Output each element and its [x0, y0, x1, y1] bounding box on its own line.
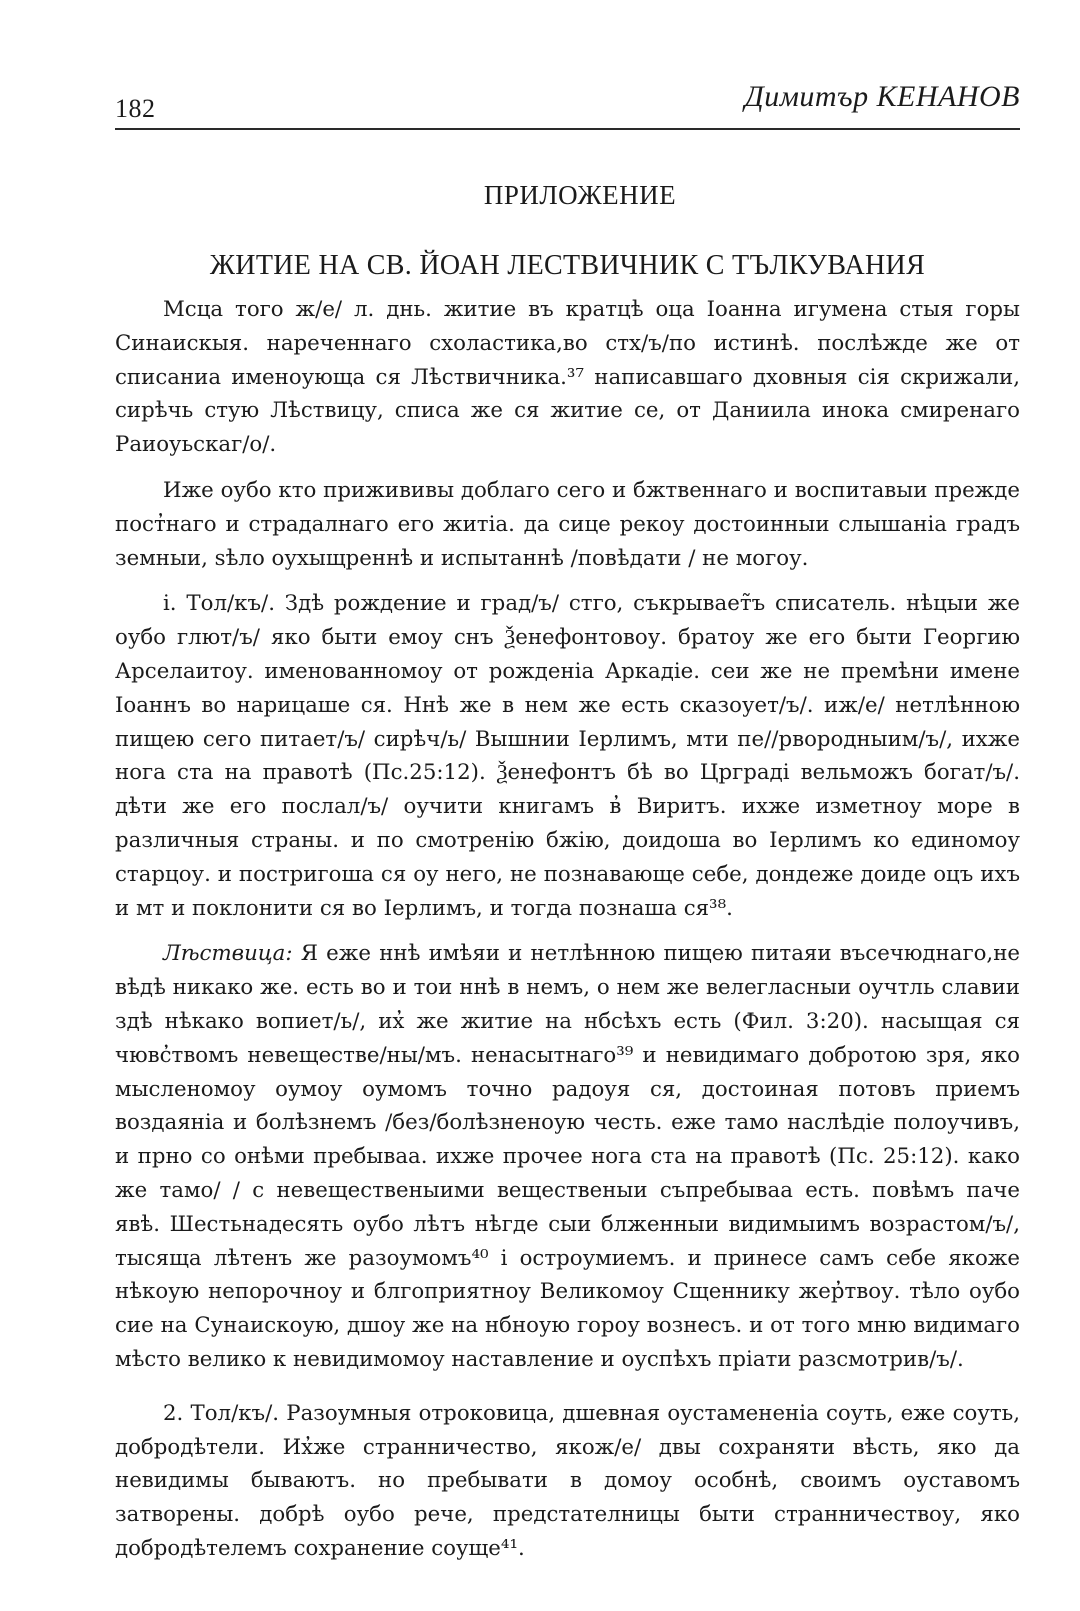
paragraph-lead: Лѣствица:	[163, 941, 293, 967]
running-header	[115, 78, 1020, 130]
body-text	[115, 293, 1020, 1578]
section-title: ПРИЛОЖЕНИЕ	[483, 180, 677, 210]
author-name: Димитър КЕНАНОВ	[744, 80, 1020, 113]
paragraph-commentary-1	[115, 587, 1020, 925]
paragraph-praise	[115, 474, 1020, 575]
paragraph-commentary-2	[115, 1397, 1020, 1566]
paragraph-ladder	[115, 937, 1020, 1376]
paragraph-text: 2. Тол/къ/. Разоумныя отроковица, дшевная оустамененіа соуть, еже соуть, добродѣтели. Их̓же странничество, якож/е/ двы сохраняти вѣсть, яко да невидимы бываютъ. но пребывати в домоу особнѣ, своимъ оуставомъ затворены. добрѣ оубо рече, предстателницы быти странничествоу, яко добродѣтелемъ сохранение соуще⁴¹.	[115, 1400, 1020, 1561]
page-number: 182	[115, 94, 156, 123]
paragraph-intro	[115, 293, 1020, 462]
paragraph-text: і. Тол/къ/. Здѣ рождение и град/ъ/ стго, съкрывает̃ъ списатель. нѣцыи же оубо глют/ъ/ яко быти емоу снъ Ѯенефонтовоу. братоу же его быти Георгию Арселаитоу. именованномоу от рожденіа Аркадіе. сеи же не премѣни имене Іоаннъ во нарицаше ся. Ннѣ же в нем же есть сказоует/ъ/. иж/е/ нетлѣнною пищею сего питает/ъ/ сирѣч/ь/ Вышнии Іерлимъ, мти пе//рвородныим/ъ/, ихже нога ста на правотѣ (Пс.25:12). Ѯенефонтъ бѣ во Црграді вельможъ богат/ъ/. дѣти же его послал/ъ/ оучити книгамъ в̓ Виритъ. ихже изметноу море в различныя страны. и по смотренію бжію, доидоша во Іерлимъ ко единомоу старцоу. и постригоша ся оу него, не познавающе себе, дондеже доиде оцъ ихъ и мт и поклонити ся во Іерлимъ, и тогда познаша ся³⁸.	[115, 591, 1020, 921]
paragraph-text: Иже оубо кто прижививы доблаго сего и бжтвеннаго и воспитавыи прежде пост̓наго и страдалнаго его житіа. да сице рекоу достоинныи слышаніа градъ земныи, sѣло оухыщреннѣ и испытаннѣ /повѣдати / не могоу.	[115, 477, 1020, 571]
document-title: ЖИТИЕ НА СВ. ЙОАН ЛЕСТВИЧНИК С ТЪЛКУВАНИЯ	[209, 250, 926, 281]
paragraph-text: Мсца того ж/е/ л. днь. житие въ кратцѣ оца Іоанна игумена стыя горы Синаискыя. нареченнаго схоластика,во стх/ъ/по истинѣ. послѣжде же от списаниа именоующа ся Лѣствичника.³⁷ написавшаго дховныя сія скрижали, сирѣчь стую Лѣствицу, списа же ся житие се, от Даниила инока смиренаго Раиоуьскаг/о/.	[115, 297, 1020, 458]
paragraph-text: Я еже ннѣ имѣяи и нетлѣнною пищею питаяи въсечюднаго,не вѣдѣ никако же. есть во и тои ннѣ в немъ, о нем же велегласныи оучтль славии здѣ нѣкако вопиет/ь/, их̓ же житие на нбсѣхъ есть (Фил. 3:20). насыщая ся чювс̓твомъ невеществе/ны/мъ. ненасытнаго³⁹ и невидимаго добротою зря, яко мысленомоу оумоу оумомъ точно радоуя ся, достоиная потовъ приемъ воздаяніа и болѣзнемъ /без/болѣзненоую честь. еже тамо наслѣдіе полоучивъ, и прно со онѣми пребываа. ихже прочее нога ста на правотѣ (Пс. 25:12). како же тамо/ / с невещественыими вещественыи съпребываа есть. повѣмъ паче явѣ. Шестьнадесять оубо лѣтъ нѣгде сыи блженныи видимыимъ возрастом/ъ/, тысяща лѣтенъ же разоумомъ⁴⁰ і остроумиемъ. и принесе самъ себе якоже нѣкоую непорочноу и блгоприятноу Великомоу Сщеннику жер̓твоу. тѣло оубо сие на Сунаискоую, дшоу же на нбноую горoу вознесъ. и от того мню видимаго мѣсто велико к невидимомоу наставление и оуспѣхъ прiати разсмотрив/ъ/.	[115, 941, 1020, 1372]
